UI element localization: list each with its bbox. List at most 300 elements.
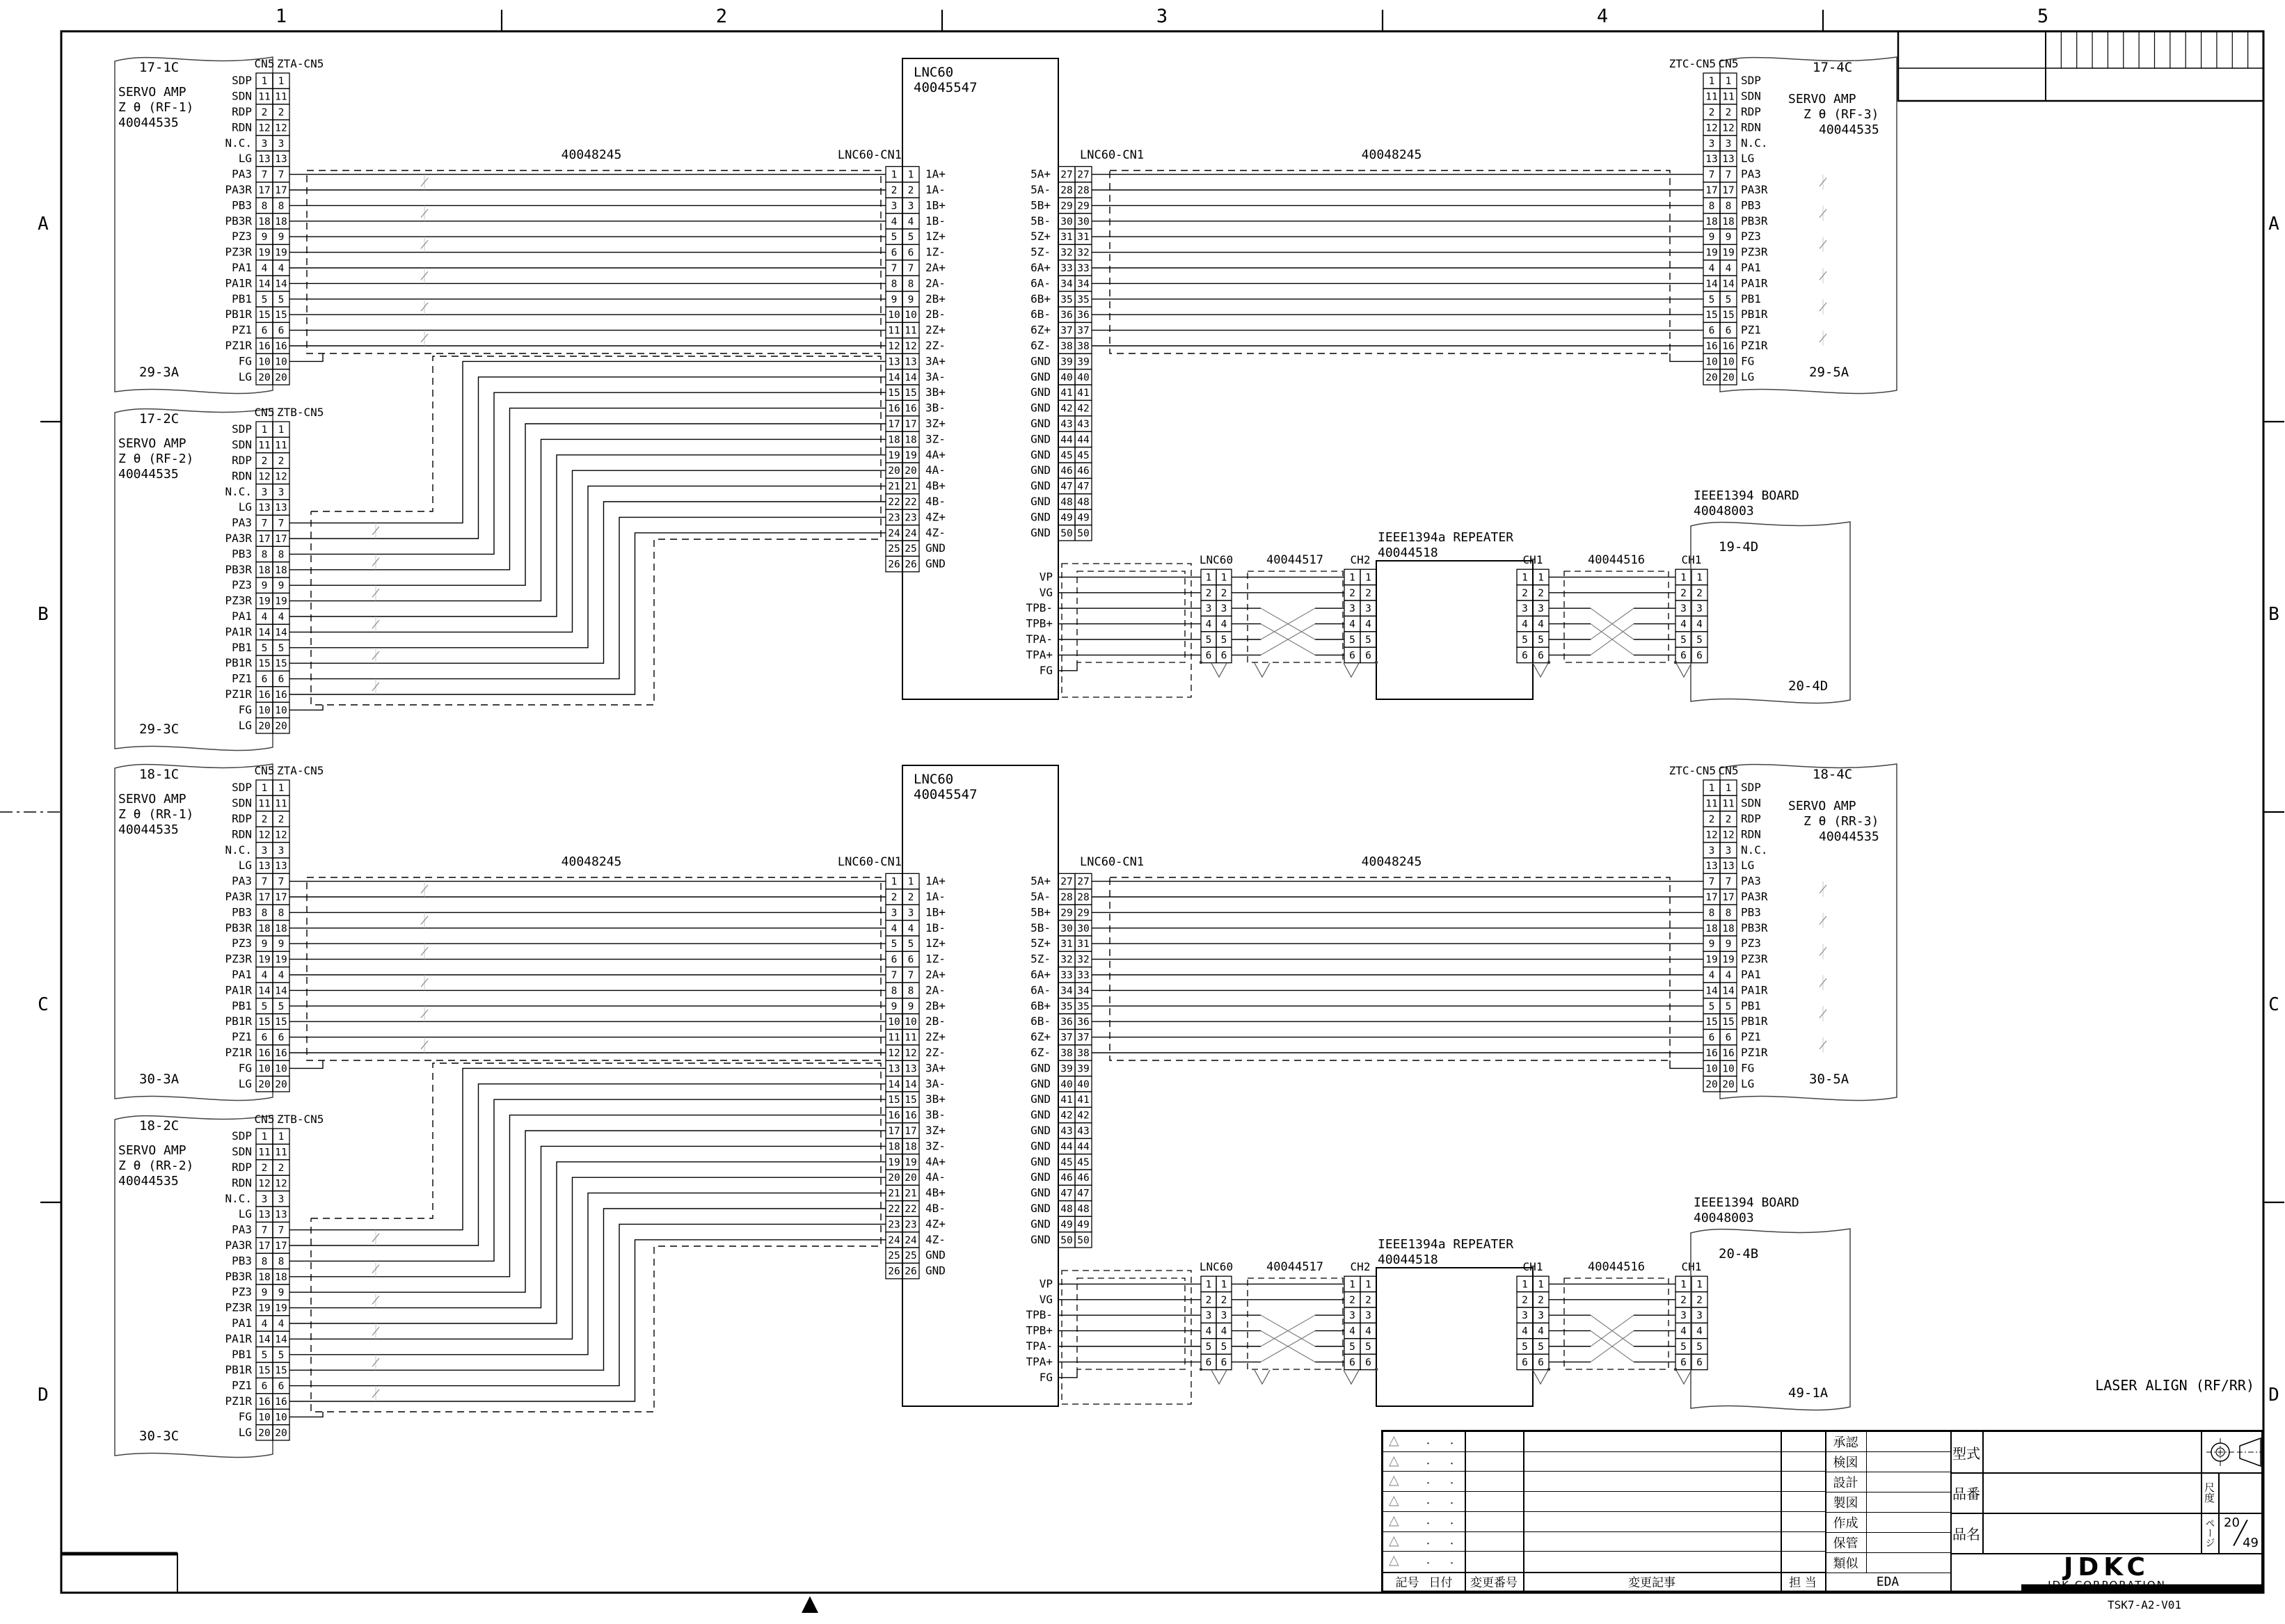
fw-number: 3: [1205, 1310, 1212, 1322]
cn1-number: 27: [1077, 876, 1090, 888]
fw-number: 5: [1696, 1342, 1703, 1353]
fg-stub: [1058, 1369, 1077, 1378]
revision-dot: ・: [1447, 1559, 1457, 1570]
pin-label: 6A+: [1030, 261, 1051, 274]
revision-row: [1383, 1532, 1825, 1552]
cn5-number: 1: [1708, 76, 1715, 88]
pin-label: GND: [1030, 1108, 1051, 1122]
zone-row-label: C: [38, 994, 49, 1015]
fw-number: 6: [1522, 1357, 1528, 1369]
connector-header: ZTA-CN5: [277, 57, 324, 70]
fw-number: 1: [1365, 1279, 1371, 1291]
fw-number: 1: [1522, 572, 1528, 584]
cn5-number: 14: [275, 1334, 287, 1346]
cn5-number: 12: [258, 1178, 271, 1190]
stamp-box: [61, 1554, 177, 1593]
fw-number: 4: [1365, 1326, 1371, 1337]
zone-row-label: D: [2268, 1385, 2279, 1406]
cn5-number: 4: [261, 1319, 268, 1330]
pin-label: 4B+: [925, 1186, 946, 1200]
cn1-number: 1: [907, 876, 914, 888]
cn1-number: 2: [891, 185, 898, 196]
pin-label: SDN: [1741, 796, 1761, 810]
fw-number: 3: [1220, 1310, 1227, 1322]
pin-label: SDP: [1741, 74, 1761, 88]
pin-label: PB1R: [225, 308, 252, 321]
cn5-number: 2: [261, 107, 268, 118]
projection-symbol-icon: [2201, 1432, 2266, 1472]
cn1-number: 3: [907, 200, 914, 212]
cn1-number: 23: [905, 1219, 917, 1231]
connector-header: LNC60: [1199, 1260, 1234, 1274]
cn1-number: 37: [1060, 325, 1073, 337]
cn5-number: 3: [278, 486, 285, 498]
repeater-title: IEEE1394a REPEATER: [1378, 1237, 1514, 1252]
pin-label: PZ1R: [225, 1394, 252, 1408]
pin-label: PZ3: [1741, 230, 1761, 244]
cn1-number: 10: [905, 1017, 917, 1028]
cable-shield: [1077, 1278, 1185, 1369]
cn1-number: 8: [907, 985, 914, 997]
pin-label: PA1R: [225, 1332, 252, 1346]
cable-shield: [307, 170, 881, 353]
cn1-number: 4: [891, 923, 898, 934]
pin-label: 3Z+: [925, 1124, 946, 1137]
cn5-number: 2: [1725, 107, 1732, 118]
cn1-number: 5: [891, 232, 898, 244]
cn1-number: 36: [1060, 310, 1073, 321]
cn5-number: 12: [258, 829, 271, 841]
cn1-number: 13: [888, 1063, 900, 1075]
fw-number: 4: [1696, 619, 1703, 630]
cn1-number: 15: [888, 388, 900, 399]
cn1-number: 21: [888, 481, 900, 493]
board-title: IEEE1394 BOARD: [1694, 488, 1799, 503]
cn5-number: 6: [278, 1380, 285, 1392]
cn5-number: 4: [278, 612, 285, 623]
zone-row-label: A: [2268, 214, 2279, 234]
pin-label: 6Z+: [1030, 323, 1051, 337]
pin-label: 3A+: [925, 354, 946, 368]
revision-triangle-icon: △: [1389, 1492, 1399, 1508]
cn5-number: 10: [275, 1412, 287, 1424]
pin-label: GND: [925, 1264, 946, 1277]
pin-label: SDN: [232, 796, 252, 810]
rev-header-date: 日付: [1428, 1576, 1453, 1590]
cn5-number: 7: [261, 1225, 268, 1236]
connector-header: CN5: [254, 57, 275, 70]
pin-label: PZ1R: [225, 687, 252, 701]
cn5-number: 5: [261, 1001, 268, 1012]
cn1-number: 35: [1077, 1001, 1090, 1012]
cn5-number: 16: [258, 1396, 271, 1408]
shield-drain-icon: [1255, 1370, 1270, 1384]
cn1-number: 42: [1060, 1110, 1073, 1122]
pin-label: GND: [1030, 1186, 1051, 1200]
cn5-number: 14: [258, 1334, 271, 1346]
cn5-number: 5: [1725, 1001, 1732, 1012]
cn1-number: 33: [1077, 970, 1090, 981]
revision-strip: [1898, 31, 2263, 101]
cn5-number: 16: [1705, 1048, 1718, 1059]
cn5-number: 11: [275, 1147, 287, 1159]
pin-label: PB1: [1741, 998, 1761, 1012]
cn5-number: 2: [278, 1163, 285, 1174]
pin-label: GND: [1030, 495, 1051, 508]
signature-row: [1825, 1533, 1950, 1553]
cn1-number: 43: [1077, 419, 1090, 430]
fw-number: 6: [1349, 1357, 1355, 1369]
cn5-number: 15: [258, 658, 271, 670]
cn5-number: 19: [258, 954, 271, 966]
zone-row-label: A: [38, 214, 49, 234]
rev-header-symbol-date: [1383, 1572, 1465, 1591]
cn1-number: 45: [1060, 449, 1073, 461]
pin-label: GND: [1030, 463, 1051, 477]
pin-label: PZ3R: [225, 245, 252, 259]
pin-label: 2A-: [925, 983, 946, 997]
cn5-number: 8: [278, 200, 285, 212]
fw-number: 1: [1680, 1279, 1687, 1291]
cn5-number: 4: [1708, 970, 1715, 981]
cn1-number: 19: [905, 449, 917, 461]
pin-label: LG: [1741, 859, 1755, 873]
cn1-number: 37: [1077, 325, 1090, 337]
pin-label: PB1: [232, 1347, 252, 1361]
cn5-number: 9: [278, 580, 285, 592]
fw-number: 6: [1205, 650, 1212, 662]
connector-header: LNC60-CN1: [837, 148, 902, 162]
cn5-number: 12: [1705, 829, 1718, 841]
cn1-number: 2: [907, 892, 914, 903]
cn5-number: 10: [275, 705, 287, 717]
cn5-number: 8: [1708, 907, 1715, 919]
fw-number: 6: [1220, 650, 1227, 662]
cn5-number: 16: [275, 1396, 287, 1408]
cn1-number: 49: [1060, 512, 1073, 524]
rev-header-symbol: 記号: [1395, 1576, 1419, 1590]
cn5-number: 2: [261, 814, 268, 825]
pin-label: PB3: [1741, 905, 1761, 919]
pin-label: RDP: [232, 812, 252, 825]
cn1-number: 12: [905, 341, 917, 352]
cn5-number: 10: [1705, 356, 1718, 368]
pin-label: GND: [1030, 417, 1051, 430]
cn5-number: 8: [278, 1256, 285, 1268]
pin-label: 4A-: [925, 1170, 946, 1184]
fw-number: 2: [1220, 587, 1227, 599]
cn1-number: 28: [1077, 185, 1090, 196]
pin-label: PB3R: [1741, 214, 1768, 228]
cn1-number: 42: [1060, 403, 1073, 415]
cn5-number: 11: [275, 798, 287, 810]
cn1-number: 13: [905, 356, 917, 368]
shield-drain-icon: [1344, 663, 1359, 677]
pin-label: 6A-: [1030, 983, 1051, 997]
cn1-number: 44: [1060, 434, 1073, 446]
cn5-number: 19: [1722, 247, 1735, 259]
cable-shield: [1248, 571, 1343, 662]
cn5-number: 6: [1708, 325, 1715, 337]
cn5-number: 6: [1725, 325, 1732, 337]
cn5-number: 14: [275, 627, 287, 639]
fw-number: 5: [1220, 1342, 1227, 1353]
pin-label: GND: [1030, 1154, 1051, 1168]
pin-label: RDN: [232, 1176, 252, 1190]
pin-label: 4Z+: [925, 1217, 946, 1231]
amp-desc: Z θ (RR-1): [118, 807, 194, 822]
shield-drain-icon: [1676, 663, 1691, 677]
cn1-number: 40: [1060, 372, 1073, 383]
pin-label: GND: [1030, 1092, 1051, 1106]
cn1-number: 16: [888, 1110, 900, 1122]
amp-ref: 17-2C: [139, 411, 180, 427]
cn1-number: 4: [891, 216, 898, 228]
shield-dot: [1674, 661, 1677, 664]
cn5-number: 7: [278, 518, 285, 530]
cn1-number: 22: [905, 497, 917, 508]
cn5-number: 15: [275, 658, 287, 670]
revision-triangle-icon: △: [1389, 1552, 1399, 1568]
pin-label: 4B+: [925, 479, 946, 493]
cn5-number: 6: [278, 325, 285, 337]
cn5-number: 18: [275, 564, 287, 576]
signature-label: 類似: [1825, 1553, 1867, 1573]
fw-number: 6: [1365, 1357, 1371, 1369]
shield-dot: [1375, 1368, 1378, 1371]
cn1-number: 14: [905, 372, 917, 383]
cn5-number: 9: [261, 232, 268, 244]
amp-desc: Z θ (RF-2): [118, 452, 194, 466]
cn5-number: 4: [1708, 263, 1715, 274]
pin-label: SDP: [232, 74, 252, 88]
pin-label: PZ3: [1741, 937, 1761, 950]
page-number: 20: [2224, 1515, 2240, 1530]
amp-desc: 40044535: [118, 1174, 179, 1188]
pin-label: FG: [1741, 354, 1755, 368]
cn5-number: 20: [258, 1078, 271, 1090]
cn5-number: 17: [275, 1241, 287, 1252]
cn5-number: 15: [258, 310, 271, 321]
connector-header: CN5: [1718, 57, 1739, 70]
amp-desc: 40044535: [118, 467, 179, 481]
cn5-number: 18: [258, 1271, 271, 1283]
cable-shield: [1110, 170, 1670, 353]
cn5-number: 7: [261, 169, 268, 181]
cn5-number: 16: [275, 690, 287, 701]
cn5-number: 8: [1725, 200, 1732, 212]
connector-header: CH1: [1522, 1260, 1543, 1274]
cn1-number: 32: [1077, 247, 1090, 259]
connector-header: CN5: [254, 764, 275, 777]
pin-label: N.C.: [1741, 136, 1768, 150]
pin-label: 3Z-: [925, 432, 946, 446]
cn1-number: 46: [1060, 1172, 1073, 1184]
fw-number: 6: [1538, 1357, 1544, 1369]
amp-desc: SERVO AMP: [118, 85, 186, 99]
pin-label: 3B-: [925, 401, 946, 415]
fg-stub: [1670, 1060, 1703, 1068]
shield-drain-icon: [1676, 1370, 1691, 1384]
cn5-number: 18: [258, 564, 271, 576]
pin-label: RDN: [1741, 827, 1761, 841]
amp-ref-bottom: 29-5A: [1809, 365, 1849, 380]
cn1-number: 29: [1077, 907, 1090, 919]
cn1-number: 14: [905, 1078, 917, 1090]
cn1-number: 48: [1077, 1204, 1090, 1215]
cn5-number: 17: [258, 892, 271, 903]
cable-shield: [307, 877, 881, 1060]
cn5-number: 18: [1722, 216, 1735, 228]
cn5-number: 5: [1708, 294, 1715, 305]
cn5-number: 11: [275, 91, 287, 103]
pin-label: PA3: [232, 874, 252, 888]
cn1-number: 49: [1077, 512, 1090, 524]
revision-dot: ・: [1424, 1499, 1433, 1510]
cn1-number: 5: [891, 939, 898, 950]
pin-label: 3Z+: [925, 417, 946, 430]
cn1-number: 6: [907, 954, 914, 966]
fw-number: 4: [1220, 619, 1227, 630]
cn5-number: 3: [261, 845, 268, 857]
cable-label: 40044516: [1588, 1260, 1645, 1275]
pin-label: PZ3R: [225, 1300, 252, 1314]
cn1-number: 9: [891, 1001, 898, 1012]
fw-number: 3: [1680, 603, 1687, 615]
pin-label: PA1R: [1741, 276, 1768, 290]
cn5-number: 4: [261, 612, 268, 623]
signature-label: 製図: [1825, 1492, 1867, 1512]
cn1-number: 25: [888, 1250, 900, 1262]
cn5-number: 3: [261, 486, 268, 498]
cn5-number: 1: [261, 1131, 268, 1143]
shield-dot: [1674, 1368, 1677, 1371]
pin-label: 2Z+: [925, 1030, 946, 1044]
pin-label: PZ3: [232, 937, 252, 950]
cn1-number: 39: [1077, 1063, 1090, 1075]
pin-label: 5Z-: [1030, 245, 1051, 259]
cn1-number: 28: [1077, 892, 1090, 903]
cn5-number: 2: [1708, 107, 1715, 118]
fw-number: 6: [1220, 1357, 1227, 1369]
fw-number: 2: [1365, 587, 1371, 599]
cn5-number: 12: [1722, 829, 1735, 841]
center-mark-icon: [802, 1596, 818, 1613]
pin-label: RDP: [1741, 812, 1761, 825]
fw-number: 4: [1205, 619, 1212, 630]
pin-label: PB1R: [225, 1014, 252, 1028]
amp-desc: 40044535: [1819, 829, 1879, 844]
pin-label: PA1R: [1741, 983, 1768, 997]
cn1-number: 11: [888, 1032, 900, 1044]
pin-label: 6A+: [1030, 968, 1051, 981]
cn5-number: 5: [261, 294, 268, 305]
board-ref: 19-4D: [1719, 539, 1759, 555]
amp-desc: 40044535: [118, 822, 179, 837]
revision-triangle-icon: △: [1389, 1452, 1399, 1468]
signature-row: [1825, 1452, 1950, 1472]
revision-dot: ・: [1424, 1559, 1433, 1570]
pin-label: LG: [238, 1425, 252, 1439]
cn1-number: 46: [1077, 465, 1090, 477]
cn1-number: 37: [1060, 1032, 1073, 1044]
zone-col-label: 5: [2037, 6, 2049, 27]
cn5-number: 5: [278, 642, 285, 654]
tb-line: [1982, 1432, 1984, 1553]
cn1-number: 17: [905, 1126, 917, 1137]
cable-label: 40044517: [1266, 553, 1323, 568]
fw-number: 2: [1220, 1294, 1227, 1306]
shield-dot: [1200, 1368, 1202, 1371]
cn5-number: 5: [278, 1001, 285, 1012]
cn5-number: 9: [278, 939, 285, 950]
zone-row-label: C: [2268, 994, 2279, 1015]
pin-label: 2A+: [925, 261, 946, 274]
amp-desc: Z θ (RR-3): [1804, 814, 1879, 829]
cn1-number: 5: [907, 939, 914, 950]
pin-label: 1B+: [925, 905, 946, 919]
pin-label: 1A+: [925, 167, 946, 181]
cn5-number: 1: [261, 424, 268, 436]
connector-header: ZTB-CN5: [277, 1113, 324, 1126]
fw-number: 6: [1538, 650, 1544, 662]
cn1-number: 18: [888, 434, 900, 446]
pin-label: PA1: [1741, 968, 1761, 981]
pin-label: 6Z-: [1030, 1046, 1051, 1059]
pin-label: PZ3R: [225, 952, 252, 966]
cn5-number: 5: [1725, 294, 1732, 305]
pin-label: GND: [1030, 354, 1051, 368]
fw-number: 2: [1349, 1294, 1355, 1306]
cn5-number: 15: [275, 310, 287, 321]
cn1-number: 17: [905, 419, 917, 430]
fw-number: 3: [1522, 603, 1528, 615]
pin-label: PB3R: [225, 214, 252, 228]
cn1-number: 47: [1077, 481, 1090, 493]
fw-number: 4: [1538, 1326, 1544, 1337]
cn5-number: 17: [1722, 892, 1735, 903]
cn5-number: 18: [1705, 923, 1718, 934]
cn5-number: 10: [1722, 1063, 1735, 1075]
cn5-number: 19: [275, 596, 287, 607]
cn1-number: 19: [888, 1156, 900, 1168]
cn1-number: 41: [1060, 1094, 1073, 1106]
cable-shield: [1248, 1278, 1343, 1369]
fw-number: 2: [1205, 1294, 1212, 1306]
cn1-number: 15: [905, 1094, 917, 1106]
pin-label: GND: [925, 541, 946, 555]
fw-number: 1: [1220, 572, 1227, 584]
part-no-label: 品番: [1952, 1485, 1980, 1502]
pin-label: PA3: [1741, 167, 1761, 181]
cn1-number: 13: [905, 1063, 917, 1075]
cn1-number: 35: [1060, 294, 1073, 305]
cn1-number: 16: [888, 403, 900, 415]
cn1-number: 39: [1060, 1063, 1073, 1075]
cn5-number: 17: [1722, 185, 1735, 196]
cn5-number: 16: [1722, 341, 1735, 352]
fg-stub: [1058, 662, 1077, 671]
fw-number: 4: [1696, 1326, 1703, 1337]
pin-label: PZ3R: [225, 594, 252, 607]
fw-number: 1: [1349, 572, 1355, 584]
pin-label: PB1R: [1741, 308, 1768, 321]
zone-row-label: B: [2268, 604, 2279, 625]
pin-label: PZ3R: [1741, 245, 1768, 259]
pin-label: PB1R: [225, 1363, 252, 1377]
pin-label: RDP: [1741, 105, 1761, 118]
cn1-number: 13: [888, 356, 900, 368]
